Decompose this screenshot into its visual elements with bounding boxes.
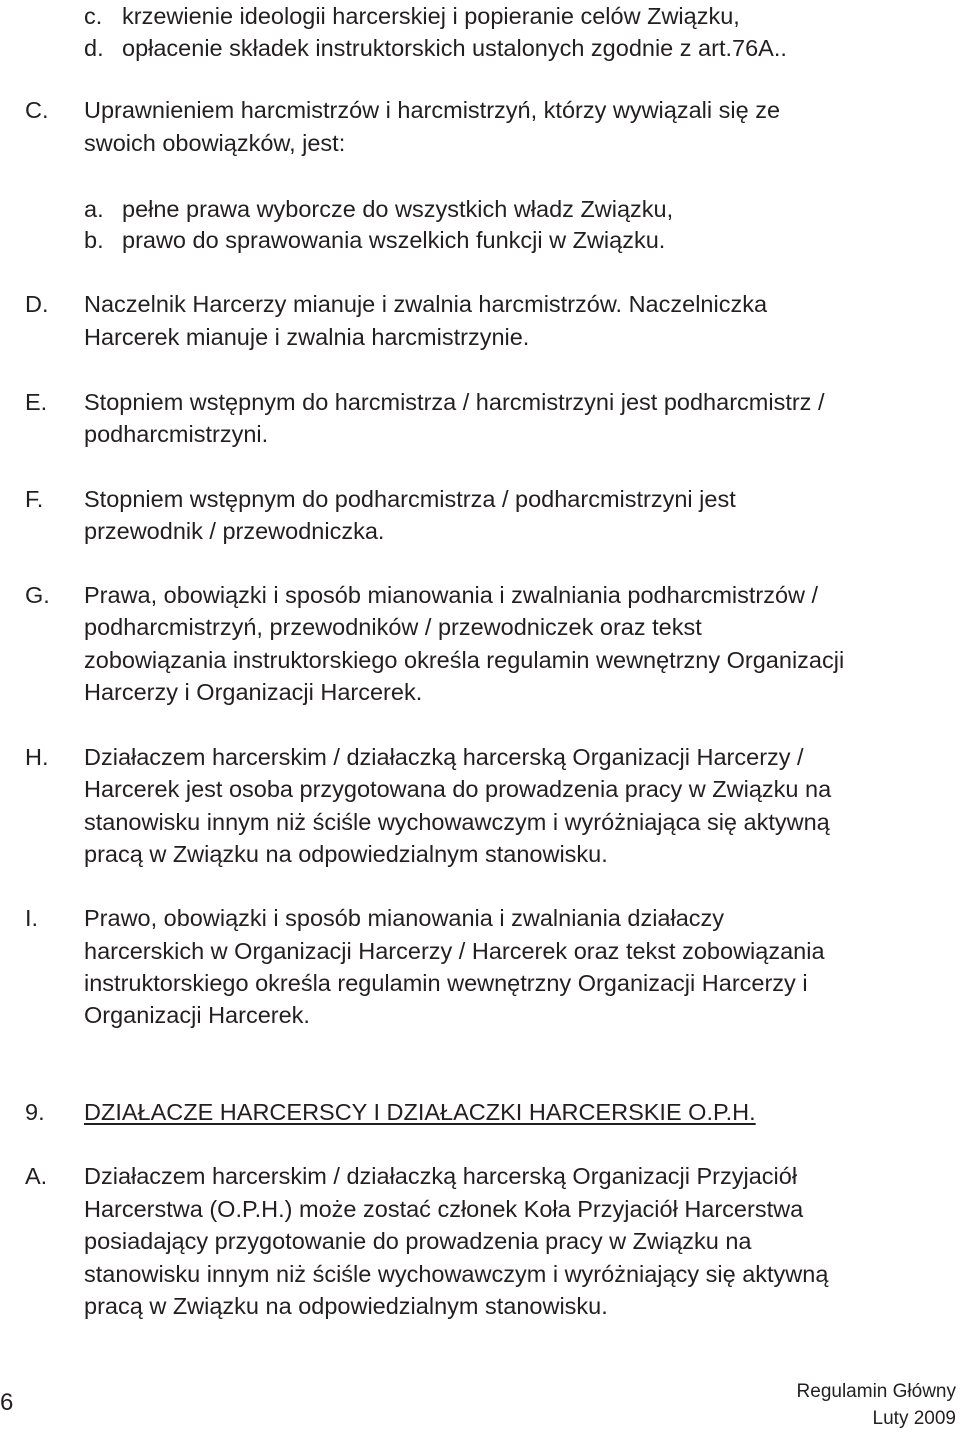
footer-date: Luty 2009	[872, 1408, 956, 1429]
item-label: c.	[84, 3, 103, 29]
item-label: E.	[25, 389, 48, 415]
item-text-line: posiadający przygotowanie do prowadzenia pracy w Związku na	[84, 1228, 752, 1254]
item-text-line: Naczelnik Harcerzy mianuje i zwalnia harcmistrzów. Naczelniczka	[84, 291, 768, 317]
footer-title: Regulamin Główny	[796, 1381, 956, 1402]
item-text-line: podharcmistrzyni.	[84, 421, 269, 447]
item-text-line: podharcmistrzyń, przewodników / przewodniczek oraz tekst	[84, 614, 702, 640]
footer-block	[797, 1378, 956, 1432]
item-text-line: krzewienie ideologii harcerskiej i popieranie celów Związku,	[122, 3, 740, 29]
item-text-line: stanowisku innym niż ściśle wychowawczym i wyróżniająca się aktywną	[84, 809, 830, 835]
item-label: A.	[25, 1163, 48, 1189]
item-label: b.	[84, 227, 104, 253]
item-text-line: opłacenie składek instruktorskich ustalonych zgodnie z art.76A..	[122, 35, 787, 61]
section-number: 9.	[25, 1099, 45, 1125]
item-text-line: Prawa, obowiązki i sposób mianowania i zwalniania podharcmistrzów /	[84, 582, 819, 608]
item-text-line: pracą w Związku na odpowiedzialnym stanowisku.	[84, 1293, 608, 1319]
page-number: 6	[0, 1389, 14, 1416]
item-text-line: stanowisku innym niż ściśle wychowawczym i wyróżniający się aktywną	[84, 1261, 829, 1287]
item-text-line: Harcerek mianuje i zwalnia harcmistrzynie.	[84, 324, 530, 350]
item-label: a.	[84, 196, 104, 222]
item-label: I.	[25, 905, 39, 931]
item-text-line: harcerskich w Organizacji Harcerzy / Harcerek oraz tekst zobowiązania	[84, 938, 825, 964]
item-text-line: Harcerzy i Organizacji Harcerek.	[84, 679, 423, 705]
item-text-line: pracą w Związku na odpowiedzialnym stanowisku.	[84, 841, 608, 867]
item-text-line: Uprawnieniem harcmistrzów i harcmistrzyń, którzy wywiązali się ze	[84, 97, 781, 123]
item-label: C.	[25, 97, 49, 123]
item-text-line: Harcerek jest osoba przygotowana do prowadzenia pracy w Związku na	[84, 776, 832, 802]
item-text-line: Działaczem harcerskim / działaczką harcerską Organizacji Przyjaciół	[84, 1163, 798, 1189]
item-text-line: zobowiązania instruktorskiego określa regulamin wewnętrzny Organizacji	[84, 647, 845, 673]
item-text-line: swoich obowiązków, jest:	[84, 130, 346, 156]
item-label: G.	[25, 582, 50, 608]
item-label: D.	[25, 291, 49, 317]
item-text-line: przewodnik / przewodniczka.	[84, 518, 385, 544]
item-text-line: Działaczem harcerskim / działaczką harcerską Organizacji Harcerzy /	[84, 744, 804, 770]
item-text-line: Harcerstwa (O.P.H.) może zostać członek Koła Przyjaciół Harcerstwa	[84, 1196, 804, 1222]
item-text-line: Organizacji Harcerek.	[84, 1002, 310, 1028]
item-text-line: Stopniem wstępnym do harcmistrza / harcmistrzyni jest podharcmistrz /	[84, 389, 825, 415]
item-text-line: pełne prawa wyborcze do wszystkich władz Związku,	[122, 196, 674, 222]
item-text-line: instruktorskiego określa regulamin wewnętrzny Organizacji Harcerzy i	[84, 970, 808, 996]
item-text-line: Prawo, obowiązki i sposób mianowania i zwalniania działaczy	[84, 905, 725, 931]
item-label: H.	[25, 744, 49, 770]
item-text-line: prawo do sprawowania wszelkich funkcji w Związku.	[122, 227, 666, 253]
item-text-line: Stopniem wstępnym do podharcmistrza / podharcmistrzyni jest	[84, 486, 736, 512]
item-label: F.	[25, 486, 44, 512]
section-heading: DZIAŁACZE HARCERSCY I DZIAŁACZKI HARCERSKIE O.P.H.	[84, 1099, 756, 1125]
item-label: d.	[84, 35, 104, 61]
